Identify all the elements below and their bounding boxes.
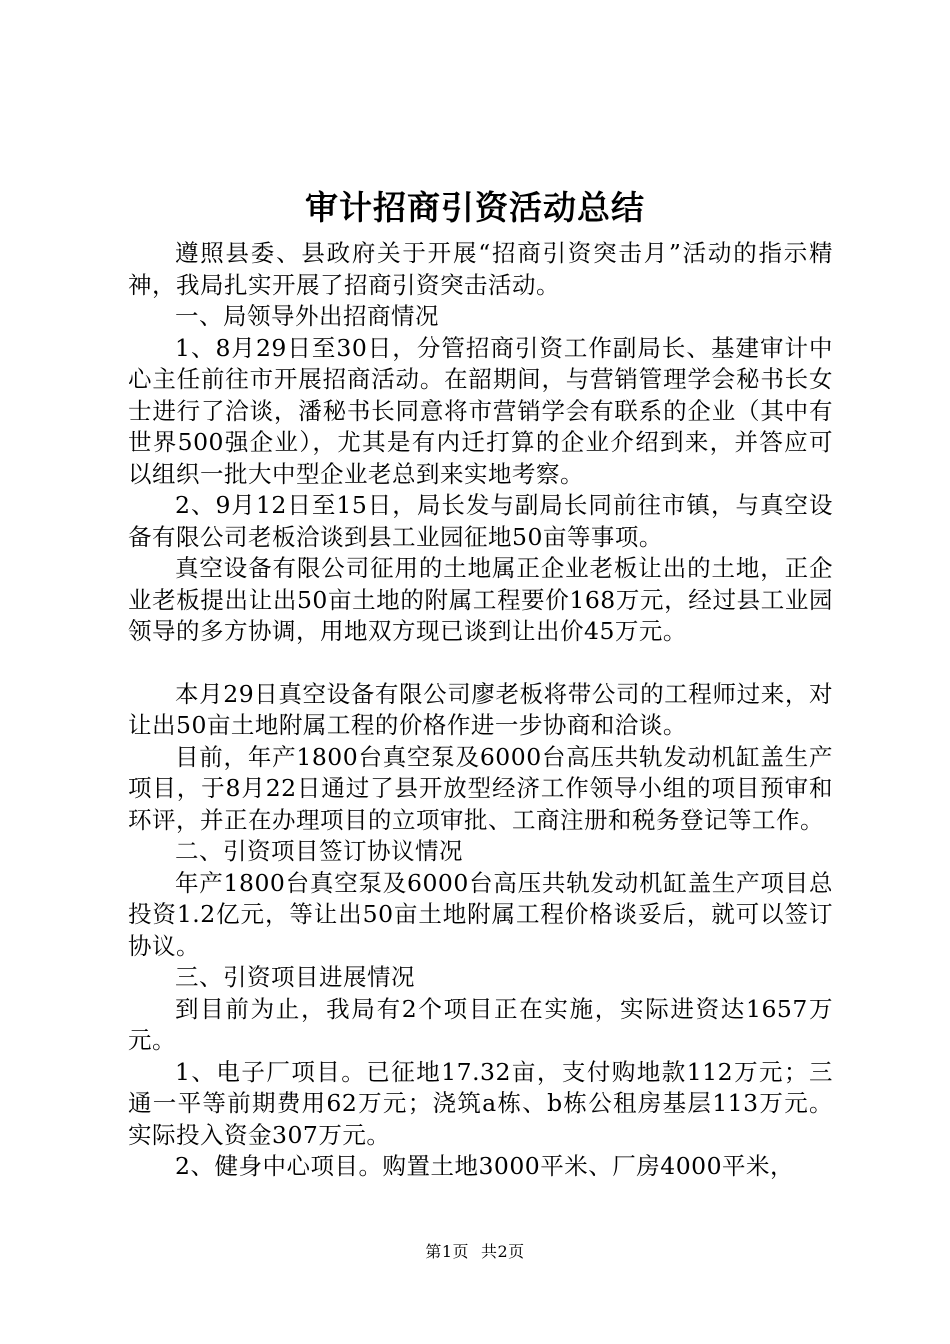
paragraph: 年产1800台真空泵及6000台高压共轨发动机缸盖生产项目总投资1.2亿元，等让出50亩土地附属工程价格谈妥后，就可以签订协议。 bbox=[128, 868, 833, 960]
section-heading-3: 三、引资项目进展情况 bbox=[175, 963, 415, 991]
page-footer bbox=[0, 1240, 950, 1264]
page-number: 第1页 bbox=[425, 1242, 469, 1261]
section-heading-1: 一、局领导外出招商情况 bbox=[175, 302, 439, 330]
paragraph-intro: 遵照县委、县政府关于开展“招商引资突击月”活动的指示精神，我局扎实开展了招商引资突击活动。 bbox=[128, 239, 833, 299]
paragraph: 1、电子厂项目。已征地17.32亩，支付购地款112万元；三通一平等前期费用62万元；浇筑a栋、b栋公租房基层113万元。实际投入资金307万元。 bbox=[128, 1057, 833, 1149]
paragraph: 本月29日真空设备有限公司廖老板将带公司的工程师过来，对让出50亩土地附属工程的价格作进一步协商和洽谈。 bbox=[128, 679, 833, 739]
paragraph: 到目前为止，我局有2个项目正在实施，实际进资达1657万元。 bbox=[128, 994, 833, 1054]
document-title: 审计招商引资活动总结 bbox=[305, 188, 645, 227]
paragraph: 2、9月12日至15日，局长发与副局长同前往市镇，与真空设备有限公司老板洽谈到县工业园征地50亩等事项。 bbox=[128, 491, 833, 551]
paragraph: 目前，年产1800台真空泵及6000台高压共轨发动机缸盖生产项目，于8月22日通过了县开放型经济工作领导小组的项目预审和环评，并正在办理项目的立项审批、工商注册和税务登记等工作。 bbox=[128, 742, 833, 834]
paragraph: 1、8月29日至30日，分管招商引资工作副局长、基建审计中心主任前往市开展招商活动。在韶期间，与营销管理学会秘书长女士进行了洽谈，潘秘书长同意将市营销学会有联系的企业（其中有世界500强企业），尤其是有内迁打算的企业介绍到来，并答应可以组织一批大中型企业老总到来实地考察。 bbox=[128, 333, 833, 488]
paragraph: 2、健身中心项目。购置土地3000平米、厂房4000平米， bbox=[175, 1152, 795, 1180]
section-heading-2: 二、引资项目签订协议情况 bbox=[175, 837, 463, 865]
page-total: 共2页 bbox=[481, 1242, 525, 1261]
document-body bbox=[128, 238, 833, 1183]
paragraph: 真空设备有限公司征用的土地属正企业老板让出的土地，正企业老板提出让出50亩土地的附属工程要价168万元，经过县工业园领导的多方协调，用地双方现已谈到让出价45万元。 bbox=[128, 554, 833, 645]
